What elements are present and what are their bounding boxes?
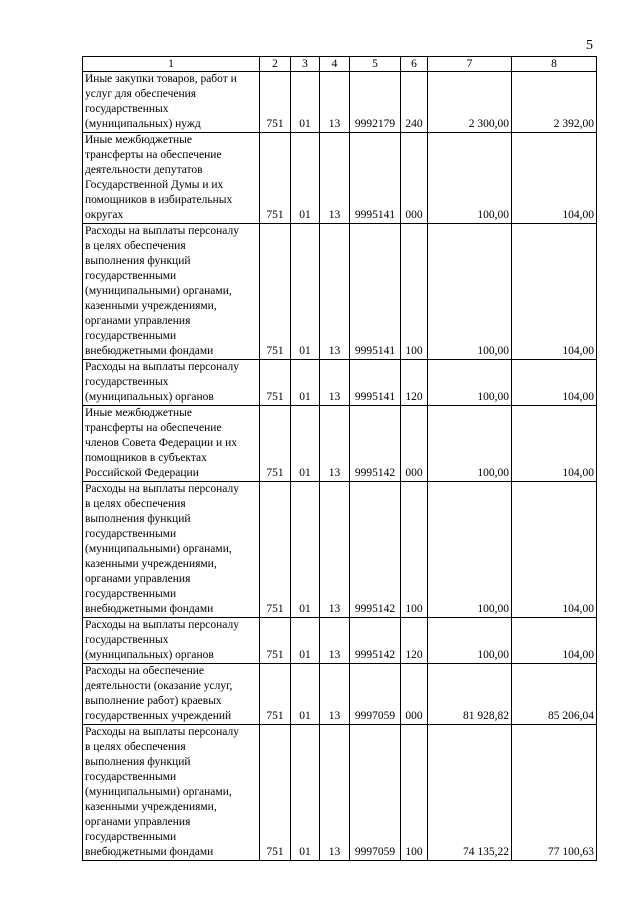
description-line: Расходы на выплаты персоналу [85, 619, 239, 631]
amount-year-1: 2 300,00 [428, 72, 512, 133]
description-line: членов Совета Федерации и их [85, 437, 237, 449]
dept-code: 751 [260, 133, 291, 224]
description-line: трансферты на обеспечение [85, 149, 222, 161]
row-description [83, 133, 260, 224]
amount-year-1: 100,00 [428, 406, 512, 482]
amount-year-1: 100,00 [428, 224, 512, 360]
description-line: округах [85, 209, 124, 221]
expense-type-code: 100 [401, 725, 428, 861]
target-article-code: 9992179 [350, 72, 401, 133]
amount-year-2: 104,00 [512, 618, 597, 664]
col-header-8: 8 [512, 57, 597, 72]
subsection-code: 13 [320, 72, 350, 133]
table-row [83, 406, 597, 482]
col-header-7: 7 [428, 57, 512, 72]
subsection-code: 13 [320, 406, 350, 482]
section-code: 01 [291, 133, 320, 224]
subsection-code: 13 [320, 133, 350, 224]
amount-year-2: 104,00 [512, 133, 597, 224]
section-code: 01 [291, 482, 320, 618]
amount-year-2: 85 206,04 [512, 664, 597, 725]
dept-code: 751 [260, 224, 291, 360]
description-line: трансферты на обеспечение [85, 422, 222, 434]
description-line: казенными учреждениями, [85, 801, 217, 813]
description-line: (муниципальных) органов [85, 391, 214, 403]
description-line: государственных [85, 103, 169, 115]
target-article-code: 9997059 [350, 725, 401, 861]
subsection-code: 13 [320, 618, 350, 664]
description-line: государственных [85, 376, 169, 388]
description-line: государственными [85, 831, 177, 843]
expense-type-code: 100 [401, 224, 428, 360]
description-line: выполнение работ) краевых [85, 695, 222, 707]
amount-year-1: 100,00 [428, 133, 512, 224]
row-description [83, 664, 260, 725]
dept-code: 751 [260, 664, 291, 725]
expense-type-code: 240 [401, 72, 428, 133]
description-line: внебюджетными фондами [85, 603, 214, 615]
target-article-code: 9995141 [350, 133, 401, 224]
target-article-code: 9995142 [350, 618, 401, 664]
description-line: органами управления [85, 315, 191, 327]
header-row [83, 57, 597, 72]
amount-year-1: 100,00 [428, 618, 512, 664]
description-line: в целях обеспечения [85, 240, 186, 252]
subsection-code: 13 [320, 482, 350, 618]
expense-type-code: 100 [401, 482, 428, 618]
table-row [83, 133, 597, 224]
amount-year-1: 100,00 [428, 360, 512, 406]
subsection-code: 13 [320, 664, 350, 725]
expense-type-code: 120 [401, 360, 428, 406]
description-line: помощников в субъектах [85, 452, 207, 464]
amount-year-2: 2 392,00 [512, 72, 597, 133]
description-line: (муниципальными) органами, [85, 285, 232, 297]
description-line: Расходы на обеспечение [85, 665, 204, 677]
section-code: 01 [291, 72, 320, 133]
description-line: органами управления [85, 573, 191, 585]
subsection-code: 13 [320, 725, 350, 861]
description-line: государственных учреждений [85, 710, 232, 722]
amount-year-1: 74 135,22 [428, 725, 512, 861]
amount-year-2: 77 100,63 [512, 725, 597, 861]
description-line: внебюджетными фондами [85, 846, 214, 858]
section-code: 01 [291, 360, 320, 406]
table-row [83, 725, 597, 861]
row-description [83, 482, 260, 618]
description-line: помощников в избирательных [85, 194, 233, 206]
description-line: государственными [85, 330, 177, 342]
row-description [83, 406, 260, 482]
col-header-6: 6 [401, 57, 428, 72]
description-line: Расходы на выплаты персоналу [85, 225, 239, 237]
target-article-code: 9995141 [350, 360, 401, 406]
description-line: деятельности депутатов [85, 164, 203, 176]
row-description [83, 618, 260, 664]
section-code: 01 [291, 224, 320, 360]
description-line: Российской Федерации [85, 467, 199, 479]
dept-code: 751 [260, 482, 291, 618]
budget-table [82, 56, 597, 861]
dept-code: 751 [260, 360, 291, 406]
description-line: (муниципальными) органами, [85, 786, 232, 798]
subsection-code: 13 [320, 224, 350, 360]
table-row [83, 72, 597, 133]
amount-year-1: 81 928,82 [428, 664, 512, 725]
amount-year-2: 104,00 [512, 406, 597, 482]
description-line: казенными учреждениями, [85, 558, 217, 570]
description-line: (муниципальными) органами, [85, 543, 232, 555]
section-code: 01 [291, 406, 320, 482]
col-header-5: 5 [350, 57, 401, 72]
description-line: государственными [85, 588, 177, 600]
target-article-code: 9995142 [350, 406, 401, 482]
description-line: государственными [85, 270, 177, 282]
subsection-code: 13 [320, 360, 350, 406]
row-description [83, 360, 260, 406]
table-row [83, 618, 597, 664]
description-line: в целях обеспечения [85, 741, 186, 753]
description-line: деятельности (оказание услуг, [85, 680, 233, 692]
dept-code: 751 [260, 406, 291, 482]
col-header-3: 3 [291, 57, 320, 72]
section-code: 01 [291, 664, 320, 725]
section-code: 01 [291, 618, 320, 664]
row-description [83, 224, 260, 360]
description-line: Государственной Думы и их [85, 179, 224, 191]
description-line: выполнения функций [85, 756, 191, 768]
table-row [83, 482, 597, 618]
dept-code: 751 [260, 72, 291, 133]
expense-type-code: 000 [401, 133, 428, 224]
row-description [83, 725, 260, 861]
expense-type-code: 120 [401, 618, 428, 664]
amount-year-2: 104,00 [512, 360, 597, 406]
description-line: государственными [85, 528, 177, 540]
col-header-4: 4 [320, 57, 350, 72]
description-line: выполнения функций [85, 255, 191, 267]
description-line: в целях обеспечения [85, 498, 186, 510]
description-line: выполнения функций [85, 513, 191, 525]
description-line: государственных [85, 634, 169, 646]
dept-code: 751 [260, 618, 291, 664]
dept-code: 751 [260, 725, 291, 861]
target-article-code: 9995141 [350, 224, 401, 360]
description-line: казенными учреждениями, [85, 300, 217, 312]
amount-year-1: 100,00 [428, 482, 512, 618]
description-line: Расходы на выплаты персоналу [85, 361, 239, 373]
description-line: органами управления [85, 816, 191, 828]
description-line: Расходы на выплаты персоналу [85, 726, 239, 738]
col-header-1: 1 [83, 57, 260, 72]
expense-type-code: 000 [401, 406, 428, 482]
table-row [83, 360, 597, 406]
row-description [83, 72, 260, 133]
description-line: Иные межбюджетные [85, 407, 192, 419]
target-article-code: 9997059 [350, 664, 401, 725]
table-row [83, 224, 597, 360]
description-line: Иные межбюджетные [85, 134, 192, 146]
description-line: государственными [85, 771, 177, 783]
description-line: Расходы на выплаты персоналу [85, 483, 239, 495]
description-line: внебюджетными фондами [85, 345, 214, 357]
target-article-code: 9995142 [350, 482, 401, 618]
page-number: 5 [586, 38, 593, 53]
col-header-2: 2 [260, 57, 291, 72]
description-line: услуг для обеспечения [85, 88, 197, 100]
section-code: 01 [291, 725, 320, 861]
description-line: Иные закупки товаров, работ и [85, 73, 237, 85]
description-line: (муниципальных) органов [85, 649, 214, 661]
table-row [83, 664, 597, 725]
expense-type-code: 000 [401, 664, 428, 725]
amount-year-2: 104,00 [512, 482, 597, 618]
description-line: (муниципальных) нужд [85, 118, 201, 130]
amount-year-2: 104,00 [512, 224, 597, 360]
